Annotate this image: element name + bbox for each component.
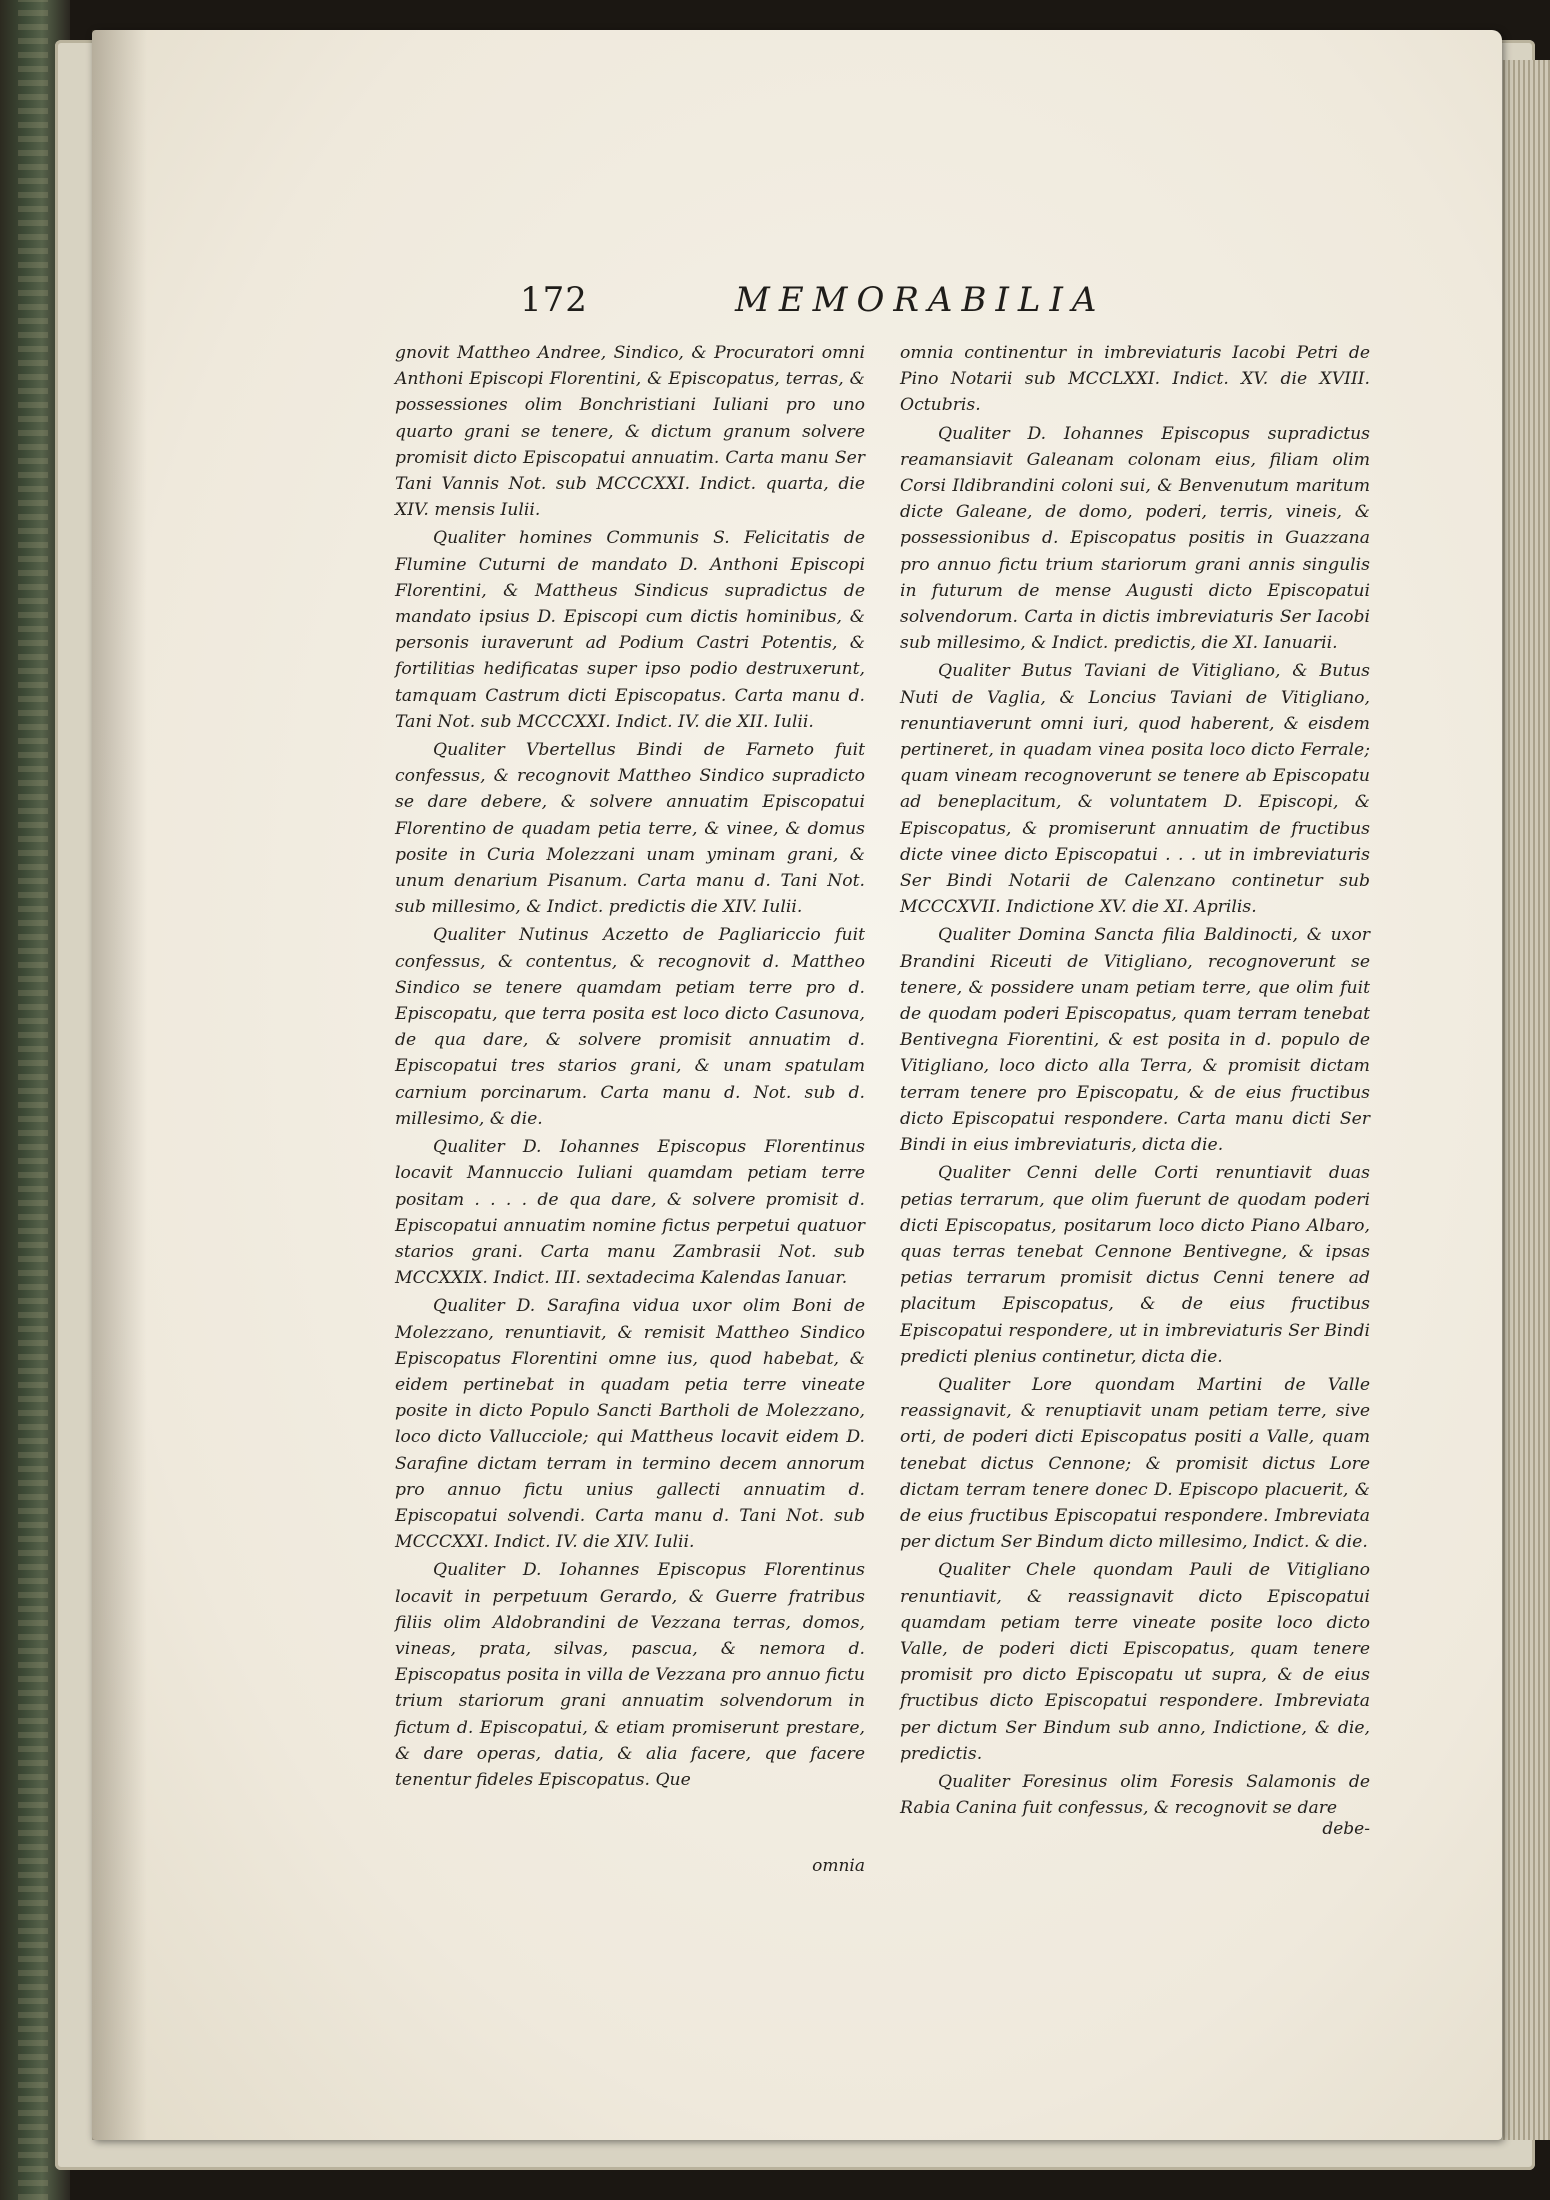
left-paragraph-5: Qualiter D. Iohannes Episcopus Florentinus locavit Mannuccio Iuliani quamdam petiam terre positam . . . . de qua dare, & solvere promisit d. Episcopatui annuatim nomine fictus perpetui quatuor starios grani. Carta manu Zambrasii Not. sub MCCXXIX. Indict. III. sextadecima Kalendas Ianuar. (395, 1137, 865, 1289)
left-catchword: omnia (812, 1856, 865, 1876)
right-paragraph-7: Qualiter Chele quondam Pauli de Vitigliano renuntiavit, & reassignavit dicto Episcopatui quamdam petiam terre vineate posite loco dicto Valle, de poderi dicti Episcopatus, quam tenere promisit pro dicto Episcopatu ut supra, & de eius fructibus dicto Episcopatui respondere. Imbreviata per dictum Ser Bindum sub anno, Indictione, & die, predictis. (900, 1560, 1370, 1764)
right-catchword: debe- (1322, 1819, 1370, 1839)
running-head: MEMORABILIA (735, 280, 1106, 320)
right-paragraph-2: Qualiter D. Iohannes Episcopus supradictus reamansiavit Galeanam colonam eius, filiam olim Corsi Ildibrandini coloni sui, & Benvenutum maritum dicte Galeane, de domo, poderi, terris, vineis, & possessionibus d. Episcopatus positis in Guazzana pro annuo fictu trium stariorum grani annis singulis in futurum de mense Augusti dicto Episcopatui solvendorum. Carta in dictis imbreviaturis Ser Iacobi sub millesimo, & Indict. predictis, die XI. Ianuarii. (900, 423, 1370, 654)
left-paragraph-2: Qualiter homines Communis S. Felicitatis de Flumine Cuturni de mandato D. Anthoni Episcopi Florentini, & Mattheus Sindicus supradictus de mandato ipsius D. Episcopi cum dictis hominibus, & personis iuraverunt ad Podium Castri Potentis, & fortilitias hedificatas super ipso podio destruxerunt, tamquam Castrum dicti Episcopatus. Carta manu d. Tani Not. sub MCCCXXI. Indict. IV. die XII. Iulii. (395, 528, 865, 732)
page-number: 172 (520, 280, 588, 320)
page-gutter-shadow (92, 30, 147, 2140)
left-paragraph-7: Qualiter D. Iohannes Episcopus Florentinus locavit in perpetuum Gerardo, & Guerre fratribus filiis olim Aldobrandini de Vezzana terras, domos, vineas, prata, silvas, pascua, & nemora d. Episcopatus posita in villa de Vezzana pro annuo fictu trium stariorum grani annuatim solvendorum in fictum d. Episcopatui, & etiam promiserunt prestare, & dare operas, datia, & alia facere, que facere tenentur fideles Episcopatus. Que (395, 1560, 865, 1790)
left-paragraph-3: Qualiter Vbertellus Bindi de Farneto fuit confessus, & recognovit Mattheo Sindico supradicto se dare debere, & solvere annuatim Episcopatui Florentino de quadam petia terre, & vinee, & domus posite in Curia Molezzani unam yminam grani, & unum denarium Pisanum. Carta manu d. Tani Not. sub millesimo, & Indict. predictis die XIV. Iulii. (395, 740, 865, 918)
page-header (520, 280, 1180, 330)
left-paragraph-4: Qualiter Nutinus Aczetto de Pagliariccio fuit confessus, & contentus, & recognovit d. Mattheo Sindico se tenere quamdam petiam terre pro d. Episcopatu, que terra posita est loco dicto Casunova, de qua dare, & solvere promisit annuatim d. Episcopatui tres starios grani, & unam spatulam carnium porcinarum. Carta manu d. Not. sub d. millesimo, & die. (395, 925, 865, 1129)
right-column (900, 340, 1370, 1821)
left-paragraph-1: gnovit Mattheo Andree, Sindico, & Procuratori omni Anthoni Episcopi Florentini, & Episcopatus, terras, & possessiones olim Bonchristiani Iuliani pro uno quarto grani se tenere, & dictum granum solvere promisit dicto Episcopatui annuatim. Carta manu Ser Tani Vannis Not. sub MCCCXXI. Indict. quarta, die XIV. mensis Iulii. (395, 343, 865, 521)
right-paragraph-4: Qualiter Domina Sancta filia Baldinocti, & uxor Brandini Riceuti de Vitigliano, recognoverunt se tenere, & possidere unam petiam terre, que olim fuit de quodam poderi Episcopatus, quam terram tenebat Bentivegna Fiorentini, & est posita in d. populo de Vitigliano, loco dicto alla Terra, & promisit dictam terram tenere pro Episcopatu, & de eius fructibus dicto Episcopatui respondere. Carta manu dicti Ser Bindi in eius imbreviaturis, dicta die. (900, 925, 1370, 1156)
left-paragraph-6: Qualiter D. Sarafina vidua uxor olim Boni de Molezzano, renuntiavit, & remisit Mattheo Sindico Episcopatus Florentini omne ius, quod habebat, & eidem pertinebat in quadam petia terre vineate posite in dicto Populo Sancti Bartholi de Molezzano, loco dicto Vallucciole; qui Mattheus locavit eidem D. Sarafine dictam terram in termino decem annorum pro annuo fictu unius gallecti annuatim d. Episcopatui solvendi. Carta manu d. Tani Not. sub MCCCXXI. Indict. IV. die XIV. Iulii. (395, 1296, 865, 1553)
right-paragraph-8: Qualiter Foresinus olim Foresis Salamonis de Rabia Canina fuit confessus, & recognovit se dare (900, 1771, 1370, 1819)
right-paragraph-6: Qualiter Lore quondam Martini de Valle reassignavit, & renuptiavit unam petiam terre, sive orti, de poderi dicti Episcopatus positi a Valle, quam tenebat dictus Cennone; & promisit dictus Lore dictam terram tenere donec D. Episcopo placuerit, & de eius fructibus Episcopatui respondere. Imbreviata per dictum Ser Bindum dicto millesimo, Indict. & die. (900, 1374, 1370, 1553)
left-column (395, 340, 865, 1793)
right-paragraph-1: omnia continentur in imbreviaturis Iacobi Petri de Pino Notarii sub MCCLXXI. Indict. XV. die XVIII. Octubris. (900, 343, 1370, 416)
right-paragraph-5: Qualiter Cenni delle Corti renuntiavit duas petias terrarum, que olim fuerunt de quodam poderi dicti Episcopatus, positarum loco dicto Piano Albaro, quas terras tenebat Cennone Bentivegne, & ipsas petias terrarum promisit dictus Cenni tenere ad placitum Episcopatus, & de eius fructibus Episcopatui respondere, ut in imbreviaturis Ser Bindi predicti plenius continetur, dicta die. (900, 1163, 1370, 1367)
right-paragraph-3: Qualiter Butus Taviani de Vitigliano, & Butus Nuti de Vaglia, & Loncius Taviani de Vitigliano, renuntiaverunt omni iuri, quod haberent, & eisdem pertineret, in quadam vinea posita loco dicto Ferrale; quam vineam recognoverunt se tenere ab Episcopatu ad beneplacitum, & voluntatem D. Episcopi, & Episcopatus, & promiserunt annuatim de fructibus dicte vinee dicto Episcopatui . . . ut in imbreviaturis Ser Bindi Notarii de Calenzano continetur sub MCCCXVII. Indictione XV. die XI. Aprilis. (900, 661, 1370, 918)
